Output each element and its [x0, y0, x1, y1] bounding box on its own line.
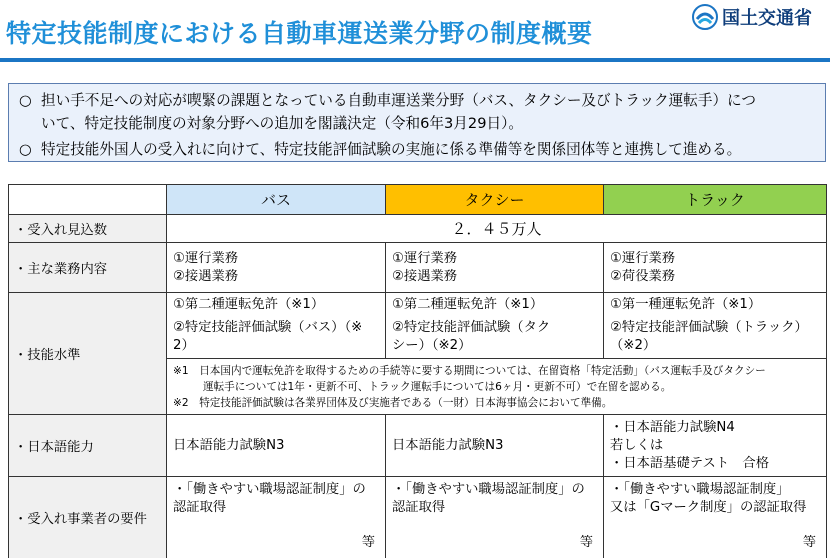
requirement-etc: 等 — [579, 534, 593, 550]
skill-item: 2） — [173, 338, 195, 353]
skill-truck — [604, 293, 827, 359]
skill-item: ①第二種運転免許（※1） — [392, 297, 544, 312]
japanese-item: ・日本語能力試験N4 — [610, 419, 735, 435]
duties-truck — [604, 243, 827, 293]
duty-item: ①運行業務 — [173, 250, 239, 266]
requirement-text: 又は「Gマーク制度」の認証取得 — [610, 499, 807, 515]
table-row-requirements — [9, 477, 827, 558]
row-label: ・受入れ事業者の要件 — [9, 477, 167, 558]
duties-bus — [167, 243, 386, 293]
japanese-item: 若しくは — [610, 437, 664, 453]
skill-item: ②特定技能評価試験（トラック） — [610, 320, 808, 335]
header-bus: バス — [167, 185, 386, 215]
requirement-etc: 等 — [361, 534, 375, 550]
table-row-japanese — [9, 415, 827, 477]
summary-item — [19, 138, 821, 161]
duty-item: ①運行業務 — [610, 250, 676, 266]
duties-taxi — [386, 243, 604, 293]
org-name: 国土交通省 — [722, 8, 812, 29]
table-row-accept — [9, 215, 827, 243]
summary-box — [8, 83, 826, 162]
row-label: ・技能水準 — [9, 293, 167, 415]
requirements-taxi — [386, 477, 604, 558]
requirements-bus — [167, 477, 386, 558]
requirement-text: ・「働きやすい職場認証制度」の — [392, 481, 585, 497]
header-corner — [9, 185, 167, 215]
japanese-truck — [604, 415, 827, 477]
summary-text: いて、特定技能制度の対象分野への追加を閣議決定（令和6年3月29日）。 — [41, 115, 523, 132]
japanese-item: ・日本語基礎テスト 合格 — [610, 455, 770, 471]
skill-bus — [167, 293, 386, 359]
japanese-taxi: 日本語能力試験N3 — [386, 415, 604, 477]
requirement-text: 認証取得 — [173, 499, 227, 515]
duty-item: ②荷役業務 — [610, 268, 676, 284]
overview-table — [8, 184, 827, 558]
bullet-circle-icon: ○ — [19, 141, 32, 158]
duty-item: ②接遇業務 — [173, 268, 239, 284]
row-label: ・日本語能力 — [9, 415, 167, 477]
bullet-circle-icon: ○ — [19, 92, 32, 109]
requirement-text: 認証取得 — [392, 499, 446, 515]
requirement-text: ・「働きやすい職場認証制度」 — [610, 481, 790, 497]
skill-item: ①第一種運転免許（※1） — [610, 297, 762, 312]
skill-item: ②特定技能評価試験（タク — [392, 320, 551, 335]
skill-notes — [167, 359, 827, 415]
requirements-truck — [604, 477, 827, 558]
skill-item: ②特定技能評価試験（バス）（※ — [173, 320, 363, 335]
duty-item: ②接遇業務 — [392, 268, 458, 284]
note-text: 運転手については1年・更新不可、トラック運転手については6ヶ月・更新不可）で在留を認める。 — [203, 380, 672, 393]
header-taxi: タクシー — [386, 185, 604, 215]
table-header-row — [9, 185, 827, 215]
requirement-etc: 等 — [802, 534, 816, 550]
summary-text: 担い手不足への対応が喫緊の課題となっている自動車運送業分野（バス、タクシー及びトラック運転手）につ — [41, 92, 756, 109]
duty-item: ①運行業務 — [392, 250, 458, 266]
accept-value: ２．４５万人 — [167, 215, 827, 243]
title-rule — [0, 58, 830, 62]
table-row-duties — [9, 243, 827, 293]
org-logo — [692, 4, 812, 30]
row-label: ・主な業務内容 — [9, 243, 167, 293]
requirement-text: ・「働きやすい職場認証制度」の — [173, 481, 366, 497]
skill-taxi — [386, 293, 604, 359]
table-row-skill — [9, 293, 827, 359]
skill-item: シー）（※2） — [392, 338, 472, 353]
mlit-logo-icon — [692, 4, 718, 30]
japanese-bus: 日本語能力試験N3 — [167, 415, 386, 477]
header-truck: トラック — [604, 185, 827, 215]
skill-item: ①第二種運転免許（※1） — [173, 297, 325, 312]
summary-item — [19, 89, 821, 135]
summary-text: 特定技能外国人の受入れに向けて、特定技能評価試験の実施に係る準備等を関係団体等と連携して進める。 — [41, 141, 742, 158]
note-text: ※2 特定技能評価試験は各業界団体及び実施者である（一財）日本海事協会において準備。 — [173, 396, 613, 409]
row-label: ・受入れ見込数 — [9, 215, 167, 243]
note-text: ※1 日本国内で運転免許を取得するための手続等に要する期間については、在留資格「特定活動」（バス運転手及びタクシー — [173, 364, 766, 377]
skill-item: （※2） — [610, 338, 657, 353]
page-title: 特定技能制度における自動車運送業分野の制度概要 — [6, 19, 593, 48]
